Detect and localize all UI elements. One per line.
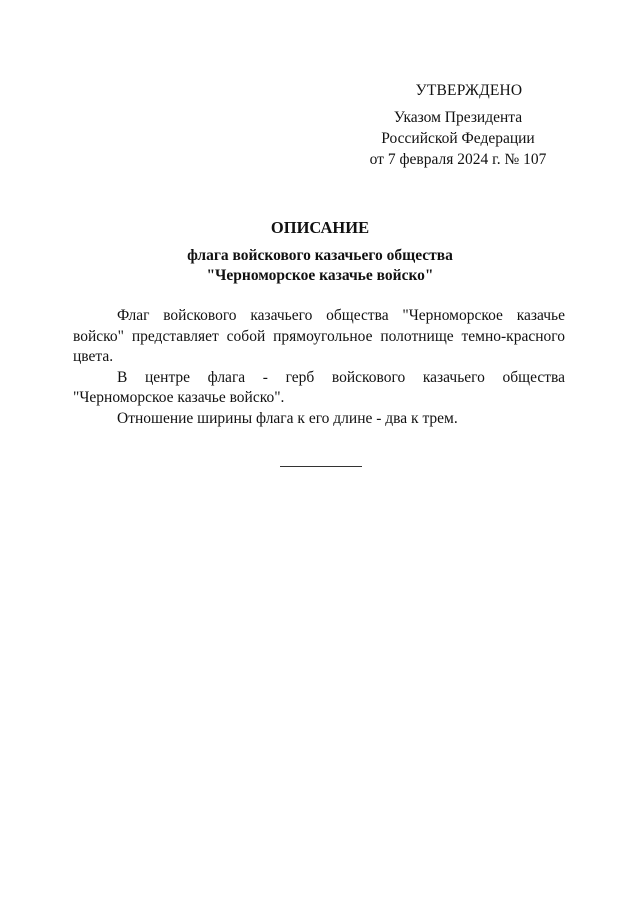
document-subtitle-line2: "Черноморское казачье войско" [206, 267, 434, 284]
document-subtitle-line1: флага войскового казачьего общества [187, 247, 453, 264]
approval-title: УТВЕРЖДЕНО [415, 82, 523, 99]
document-heading [0, 216, 640, 286]
document-body [73, 306, 565, 429]
approval-date-line: от 7 февраля 2024 г. № 107 [369, 151, 547, 168]
approval-decree-line: Указом Президента [393, 109, 523, 126]
paragraph-flag-description: Флаг войскового казачьего общества "Черноморское казачье войско" представляет собой прямоугольное полотнище темно-красного цвета. [73, 307, 565, 365]
approval-block [308, 80, 568, 170]
paragraph-flag-ratio: Отношение ширины флага к его длине - два к трем. [117, 409, 458, 427]
approval-country-line: Российской Федерации [381, 130, 535, 147]
document-title: ОПИСАНИЕ [270, 218, 370, 237]
end-divider [280, 466, 362, 467]
paragraph-flag-center: В центре флага - герб войскового казачьего общества "Черноморское казачье войско". [73, 368, 565, 406]
